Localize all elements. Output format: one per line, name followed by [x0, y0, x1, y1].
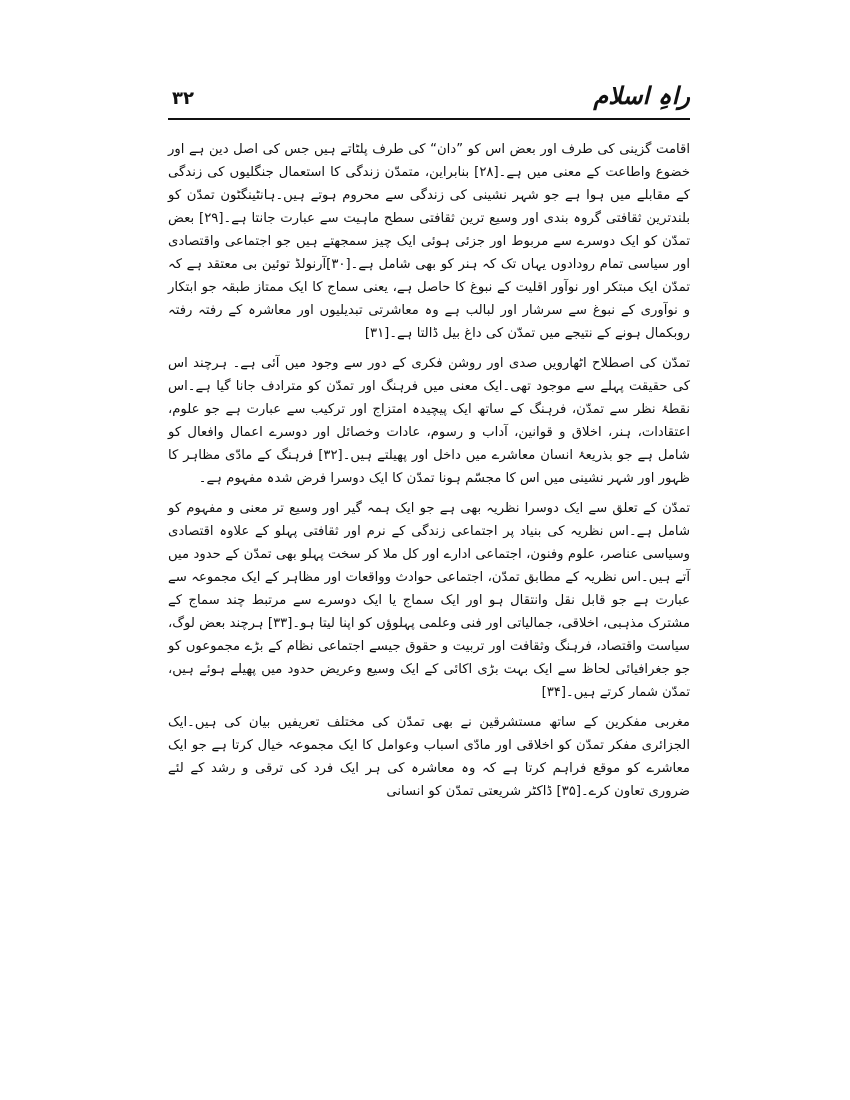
- page-number: ۳۲: [172, 88, 194, 109]
- paragraph-3: تمدّن کے تعلق سے ایک دوسرا نظریہ بھی ہے جو ایک ہمہ گیر اور وسیع تر معنی و مفہوم کو شامل ہے۔اس نظریہ کی بنیاد پر اجتماعی زندگی کے نرم اور ثقافتی پہلو کے علاوہ اقتصادی وسیاسی عناصر، علوم وفنون، اجتماعی ادارے اور کل ملا کر سخت پہلو بھی تمدّن کے حدود میں آتے ہیں۔اس نظریہ کے مطابق تمدّن، اجتماعی حوادث وواقعات اور مظاہر کے ایک مجموعہ سے عبارت ہے جو قابل نقل وانتقال ہو اور ایک سماج یا ایک دوسرے سے مرتبط چند سماج کے مشترک مذہبی، اخلاقی، جمالیاتی اور فنی وعلمی پہلوؤں کو اپنا لیتا ہو۔[۳۳] ہرچند بعض لوگ، سیاست واقتصاد، فرہنگ وثقافت اور تربیت و حقوق جیسے اجتماعی نظام کے بڑے مجموعوں کو جو جغرافیائی لحاظ سے ایک بہت بڑی اکائی کے ایک وسیع وعریض حدود میں پھیلے ہوئے ہیں، تمدّن شمار کرتے ہیں۔[۳۴]: [168, 501, 691, 700]
- paragraph-1: اقامت گزینی کی طرف اور بعض اس کو ”دان“ کی طرف پلٹاتے ہیں جس کی اصل دین ہے اور خضوع واطاعت کے معنی میں ہے۔[۲۸] بنابراین، متمدّن زندگی کا استعمال جنگلیوں کی زندگی کے مقابلے میں ہوا ہے جو شہر نشینی کی زندگی سے محروم ہوتے ہیں۔ہانٹینگٹون تمدّن کو بلندترین ثقافتی گروہ بندی اور وسیع ترین ثقافتی سطح ماہیت سے عبارت جانتا ہے۔[۲۹] بعض تمدّن کو ایک دوسرے سے مربوط اور جزئی ہوئی ایک چیز سمجھتے ہیں جو اجتماعی واقتصادی اور سیاسی تمام رودادوں یہاں تک کہ ہنر کو بھی شامل ہے۔[۳۰]آرنولڈ توئین بی معتقد ہے کہ تمدّن ایک مبتکر اور نوآور اقلیت کے نبوغ کا حاصل ہے، یعنی سماج کا ایک ممتاز طبقہ جو ابتکار و نوآوری کے نبوغ سے سرشار اور لبالب ہے وہ معاشرتی تبدیلیوں اور معاشرہ کے رفتہ رفتہ روبکمال ہونے کے نتیجے میں تمدّن کی داغ بیل ڈالتا ہے۔[۳۱]: [168, 142, 691, 341]
- journal-title: راہِ اسلام: [593, 82, 690, 110]
- header-divider: [168, 118, 690, 120]
- page-body: [168, 138, 690, 810]
- paragraph-2: تمدّن کی اصطلاح اٹھارویں صدی اور روشن فکری کے دور سے وجود میں آئی ہے۔ ہرچند اس کی حقیقت پہلے سے موجود تھی۔ایک معنی میں فرہنگ اور تمدّن کو مترادف جانا گیا ہے۔اس نقطۂ نظر سے تمدّن، فرہنگ کے ساتھ ایک پیچیدہ امتزاج اور ترکیب سے عبارت ہے جو علوم، اعتقادات، ہنر، اخلاق و قوانین، آداب و رسوم، عادات وخصائل اور دوسرے اعمال وافعال کو شامل ہے جو بذریعۂ انسان معاشرے میں داخل اور پھیلتے ہیں۔[۳۲] فرہنگ کے مادّی مظاہر کا ظہور اور شہر نشینی میں اس کا مجسّم ہونا تمدّن کا ایک دوسرا فرض شدہ مفہوم ہے۔: [168, 356, 690, 486]
- paragraph-4: مغربی مفکرین کے ساتھ مستشرقین نے بھی تمدّن کی مختلف تعریفیں بیان کی ہیں۔ایک الجزائری مفکر تمدّن کو اخلاقی اور مادّی اسباب وعوامل کا ایک مجموعہ خیال کرتا ہے جو ایک معاشرے کو موقع فراہم کرتا ہے کہ وہ معاشرہ کی ہر ایک فرد کی ترقی و رشد کے لئے ضروری تعاون کرے۔[۳۵] ڈاکٹر شریعتی تمدّن کو انسانی: [168, 715, 690, 799]
- page-header: [168, 82, 690, 116]
